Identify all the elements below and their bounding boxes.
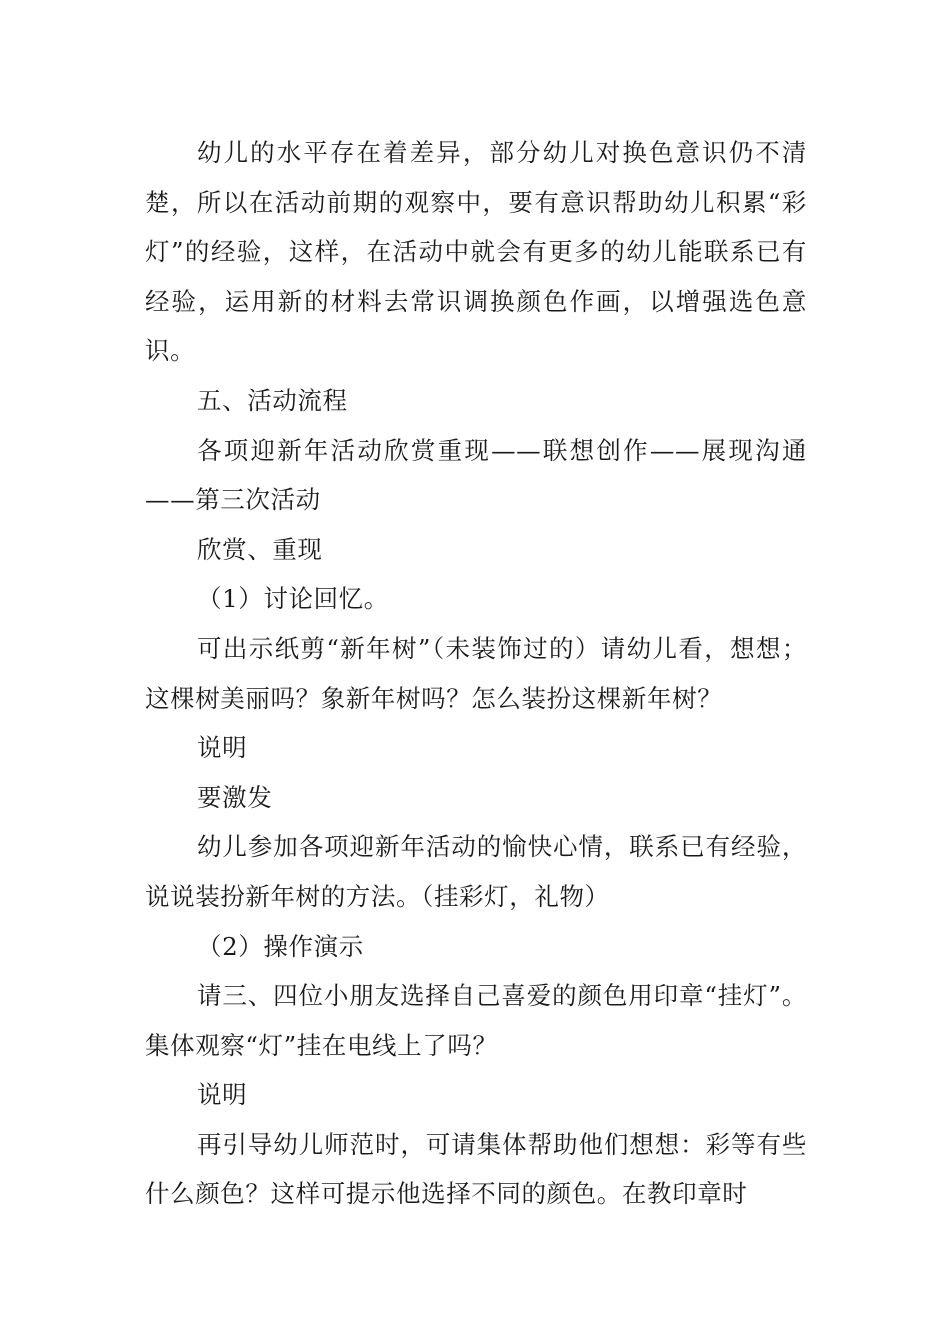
paragraph-flow-steps: 各项迎新年活动欣赏重现——联想创作——展现沟通——第三次活动 <box>145 435 807 515</box>
subheading-appreciate-reproduce: 欣赏、重现 <box>197 534 323 564</box>
label-explanation: 说明 <box>197 733 248 763</box>
paragraph-new-year-tree: 可出示纸剪“新年树”（未装饰过的）请幼儿看，想想；这棵树美丽吗？象新年树吗？怎么装扮这棵新年树？ <box>145 633 807 713</box>
paragraph-happy-mood: 幼儿参加各项迎新年活动的愉快心情，联系已有经验，说说装扮新年树的方法。（挂彩灯，礼物） <box>145 832 807 911</box>
document-body <box>145 128 807 1219</box>
paragraph-color-awareness: 幼儿的水平存在着差异，部分幼儿对换色意识仍不清楚，所以在活动前期的观察中，要有意识帮助幼儿积累“彩灯”的经验，这样，在活动中就会有更多的幼儿能联系已有经验，运用新的材料去常识调换颜色作画，以增强选色意识。 <box>145 138 807 366</box>
step-operation-demo: （2）操作演示 <box>197 931 364 961</box>
paragraph-hang-lights: 请三、四位小朋友选择自己喜爱的颜色用印章“挂灯”。集体观察“灯”挂在电线上了吗？ <box>145 981 807 1060</box>
paragraph-guide-children: 再引导幼儿师范时，可请集体帮助他们想想：彩等有些什么颜色？这样可提示他选择不同的颜色。在教印章时 <box>145 1129 807 1209</box>
label-explanation-2: 说明 <box>197 1080 248 1110</box>
step-discussion-recall: （1）讨论回忆。 <box>197 584 389 614</box>
section-heading-activity-flow: 五、活动流程 <box>197 385 348 415</box>
label-to-inspire: 要激发 <box>197 782 273 812</box>
